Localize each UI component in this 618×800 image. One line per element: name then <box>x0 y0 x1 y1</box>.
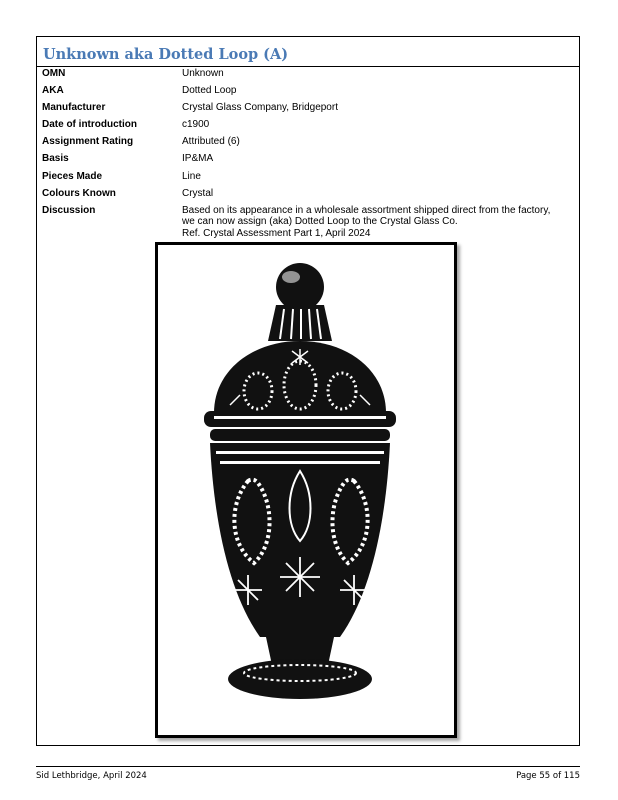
row-value-line: Based on its appearance in a wholesale assortment shipped direct from the factory, <box>182 204 551 216</box>
footer-divider <box>36 766 580 767</box>
row-label: Colours Known <box>42 187 116 199</box>
row-value <box>182 119 572 131</box>
row-colours-known <box>42 188 572 200</box>
row-label: AKA <box>42 85 64 97</box>
row-value <box>182 68 572 80</box>
row-value-line: c1900 <box>182 119 210 131</box>
row-value <box>182 171 572 183</box>
row-value-line: Ref. Crystal Assessment Part 1, April 2024 <box>182 227 371 239</box>
title-divider <box>37 66 579 67</box>
row-label: Assignment Rating <box>42 136 134 148</box>
row-label: OMN <box>42 68 66 79</box>
row-manufacturer <box>42 102 572 114</box>
row-value-line: we can now assign (aka) Dotted Loop to the Crystal Glass Co. <box>182 216 458 228</box>
row-value <box>182 188 572 200</box>
row-date-of-introduction <box>42 119 572 131</box>
row-value <box>182 153 572 165</box>
row-value-line: Dotted Loop <box>182 85 237 97</box>
row-value <box>182 85 572 97</box>
row-label: Date of introduction <box>42 119 137 131</box>
row-pieces-made <box>42 171 572 183</box>
row-value-line: Crystal Glass Company, Bridgeport <box>182 102 338 114</box>
row-value <box>182 136 572 148</box>
row-label: Pieces Made <box>42 170 103 182</box>
row-discussion <box>42 205 572 240</box>
footer-author: Sid Lethbridge, April 2024 <box>36 771 147 781</box>
entry-frame <box>36 36 580 746</box>
entry-title: Unknown aka Dotted Loop (A) <box>43 46 289 63</box>
row-value <box>182 205 572 240</box>
row-label: Discussion <box>42 204 96 216</box>
covered-jar-drawing <box>158 245 454 735</box>
row-value-line: Unknown <box>182 68 224 79</box>
row-value-line: Line <box>182 170 201 182</box>
row-aka <box>42 85 572 97</box>
row-label: Basis <box>42 153 69 165</box>
row-basis <box>42 153 572 165</box>
covered-jar-illustration <box>155 242 457 738</box>
footer-page-number: Page 55 of 115 <box>516 771 580 781</box>
row-assignment-rating <box>42 136 572 148</box>
row-value-line: IP&MA <box>182 153 214 165</box>
attribute-table <box>42 68 572 239</box>
row-value <box>182 102 572 114</box>
row-value-line: Crystal <box>182 187 214 199</box>
row-omn <box>42 68 572 80</box>
row-label: Manufacturer <box>42 102 106 114</box>
row-value-line: Attributed (6) <box>182 136 240 148</box>
